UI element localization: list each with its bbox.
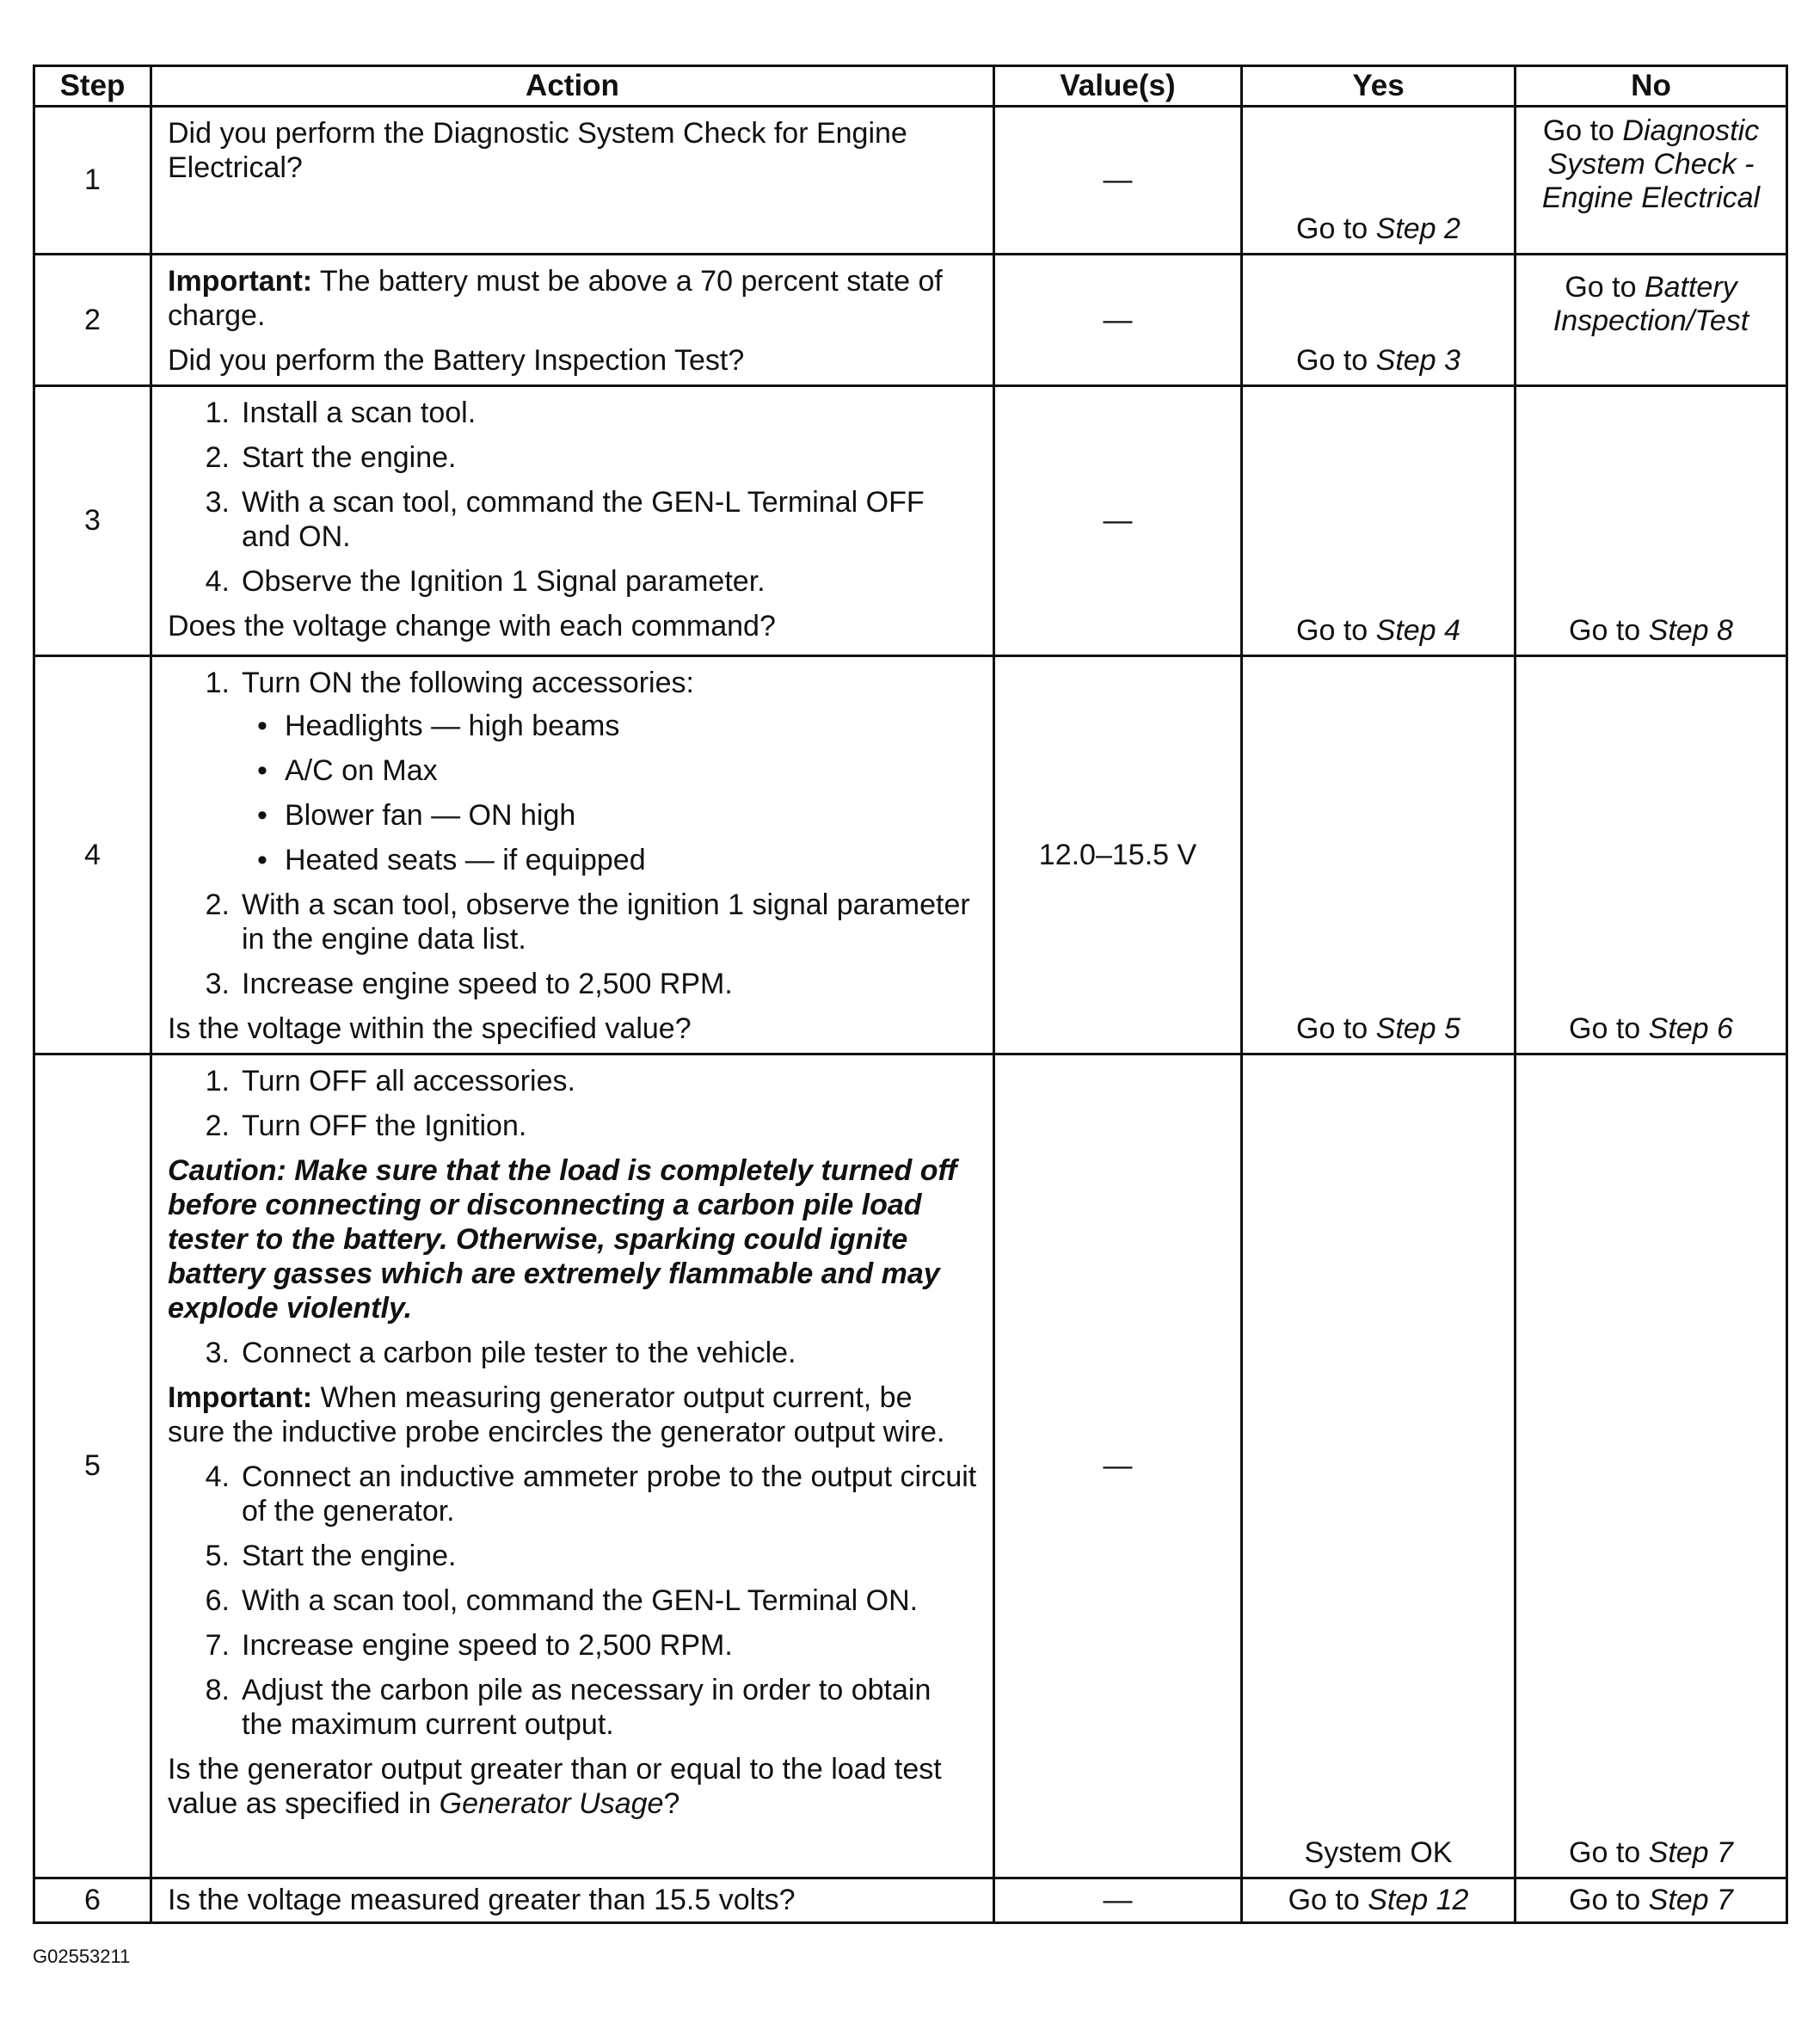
- important-text: The battery must be above a 70 percent state of charge.: [168, 265, 943, 332]
- list-item: 3. Connect a carbon pile tester to the vehicle.: [205, 1337, 796, 1369]
- yes-prefix: Go to: [1296, 1012, 1376, 1045]
- yes-prefix: Go to: [1296, 614, 1376, 647]
- no-prefix: Go to: [1569, 614, 1649, 647]
- header-action: Action: [151, 66, 994, 107]
- list-item: 8. Adjust the carbon pile as necessary in order to obtain the maximum current output.: [205, 1674, 932, 1741]
- no-cell: [1516, 255, 1787, 386]
- header-yes: Yes: [1242, 66, 1516, 107]
- no-cell: [1516, 107, 1787, 255]
- action-cell: [151, 107, 994, 255]
- no-prefix: Go to: [1569, 1836, 1649, 1869]
- no-link-step[interactable]: Step 6: [1648, 1012, 1733, 1045]
- no-link-procedure[interactable]: Battery Inspection/Test: [1553, 271, 1749, 337]
- bullet-item: • Heated seats — if equipped: [257, 844, 646, 876]
- bullet-item: • Blower fan — ON high: [257, 799, 576, 832]
- action-question: Is the generator output greater than or equal to the load test value as specified in Generator Usage?: [168, 1753, 942, 1820]
- header-step: Step: [34, 66, 151, 107]
- list-item: 7. Increase engine speed to 2,500 RPM.: [205, 1629, 733, 1662]
- no-cell: [1516, 386, 1787, 656]
- yes-prefix: Go to: [1288, 1884, 1368, 1916]
- step-number: 2: [34, 255, 151, 386]
- list-item: 3. Increase engine speed to 2,500 RPM.: [205, 968, 733, 1000]
- list-item: 4. Observe the Ignition 1 Signal parameter.: [205, 565, 766, 598]
- action-steps: [168, 1336, 977, 1370]
- figure-id: G02553211: [33, 1946, 131, 1967]
- generator-usage-link[interactable]: Generator Usage: [439, 1787, 664, 1820]
- important-note: [168, 264, 977, 333]
- list-item: 1. Install a scan tool.: [205, 397, 477, 429]
- action-question: Is the voltage within the specified value?: [168, 1012, 692, 1045]
- diagnostic-table: [33, 65, 1788, 1924]
- no-link-step[interactable]: Step 7: [1648, 1836, 1733, 1869]
- list-item: 3. With a scan tool, command the GEN-L Terminal OFF and ON.: [205, 486, 925, 553]
- important-label: Important:: [168, 1381, 313, 1414]
- yes-cell: [1242, 386, 1516, 656]
- important-note: [168, 1380, 977, 1449]
- header-row: [34, 66, 1787, 107]
- accessory-list: [242, 709, 977, 877]
- yes-cell: [1242, 107, 1516, 255]
- important-label: Important:: [168, 265, 313, 298]
- action-cell: [151, 656, 994, 1054]
- value-cell: —: [994, 1054, 1242, 1878]
- important-text: When measuring generator output current, be sure the inductive probe encircles the generator output wire.: [168, 1381, 945, 1448]
- yes-link-step[interactable]: Step 5: [1375, 1012, 1460, 1045]
- no-cell: [1516, 656, 1787, 1054]
- value-cell: —: [994, 255, 1242, 386]
- step-number: 6: [34, 1878, 151, 1923]
- yes-cell: [1242, 1878, 1516, 1923]
- yes-cell: [1242, 255, 1516, 386]
- yes-link-step[interactable]: Step 3: [1375, 344, 1460, 377]
- step-number: 5: [34, 1054, 151, 1878]
- action-cell: [151, 255, 994, 386]
- table-row: [34, 255, 1787, 386]
- header-values: Value(s): [994, 66, 1242, 107]
- no-cell: [1516, 1054, 1787, 1878]
- table-row: [34, 107, 1787, 255]
- action-steps: [168, 1064, 977, 1143]
- action-question: Did you perform the Battery Inspection Test?: [168, 344, 745, 377]
- step-number: 3: [34, 386, 151, 656]
- no-prefix: Go to: [1569, 1012, 1649, 1045]
- list-item: 1. Turn OFF all accessories.: [205, 1065, 575, 1097]
- value-cell: 12.0–15.5 V: [994, 656, 1242, 1054]
- list-item: 6. With a scan tool, command the GEN-L Terminal ON.: [205, 1584, 919, 1617]
- yes-link-step[interactable]: Step 12: [1368, 1884, 1469, 1916]
- value-cell: —: [994, 386, 1242, 656]
- list-item: 4. Connect an inductive ammeter probe to the output circuit of the generator.: [205, 1460, 977, 1528]
- no-link-step[interactable]: Step 8: [1648, 614, 1733, 647]
- bullet-item: • Headlights — high beams: [257, 710, 620, 742]
- list-item: 2. Start the engine.: [205, 441, 457, 474]
- yes-link-step[interactable]: Step 4: [1375, 614, 1460, 647]
- table-row: [34, 1054, 1787, 1878]
- step-number: 4: [34, 656, 151, 1054]
- yes-result: System OK: [1304, 1836, 1453, 1869]
- yes-cell: [1242, 656, 1516, 1054]
- no-prefix: Go to: [1569, 1884, 1649, 1916]
- action-cell: [151, 386, 994, 656]
- table-row: [34, 386, 1787, 656]
- yes-prefix: Go to: [1296, 212, 1376, 245]
- action-steps: [168, 396, 977, 599]
- yes-cell: [1242, 1054, 1516, 1878]
- yes-prefix: Go to: [1296, 344, 1376, 377]
- action-question: Does the voltage change with each command?: [168, 610, 776, 642]
- bullet-item: • A/C on Max: [257, 754, 438, 787]
- action-question: Is the voltage measured greater than 15.5 volts?: [168, 1884, 796, 1916]
- yes-link-step[interactable]: Step 2: [1375, 212, 1460, 245]
- action-cell: [151, 1878, 994, 1923]
- no-link-step[interactable]: Step 7: [1648, 1884, 1733, 1916]
- step-number: 1: [34, 107, 151, 255]
- no-prefix: Go to: [1565, 271, 1645, 304]
- list-item: 1. Turn ON the following accessories: • Headlights — high beams • A/C on Max • Blower fan — ON high • Heated seats — if equipped: [168, 666, 977, 877]
- action-steps: [168, 1460, 977, 1742]
- action-question: Did you perform the Diagnostic System Check for Engine Electrical?: [168, 117, 907, 184]
- list-item: 5. Start the engine.: [205, 1540, 457, 1572]
- action-cell: [151, 1054, 994, 1878]
- table-row: [34, 1878, 1787, 1923]
- header-no: No: [1516, 66, 1787, 107]
- value-cell: —: [994, 107, 1242, 255]
- list-item: 2. With a scan tool, observe the ignition 1 signal parameter in the engine data list.: [205, 888, 970, 956]
- diagnostic-table-container: [33, 65, 1786, 1924]
- table-row: [34, 656, 1787, 1054]
- no-cell: [1516, 1878, 1787, 1923]
- no-prefix: Go to: [1542, 114, 1623, 147]
- list-item: 2. Turn OFF the Ignition.: [205, 1110, 527, 1142]
- caution-note: Caution: Make sure that the load is completely turned off before connecting or disconnecting a carbon pile load tester to the battery. Otherwise, sparking could ignite battery gasses which are extremely flammable and may explode violently.: [168, 1154, 957, 1325]
- value-cell: —: [994, 1878, 1242, 1923]
- no-link-procedure[interactable]: Diagnostic System Check - Engine Electrical: [1541, 114, 1761, 214]
- action-steps: [168, 666, 977, 1001]
